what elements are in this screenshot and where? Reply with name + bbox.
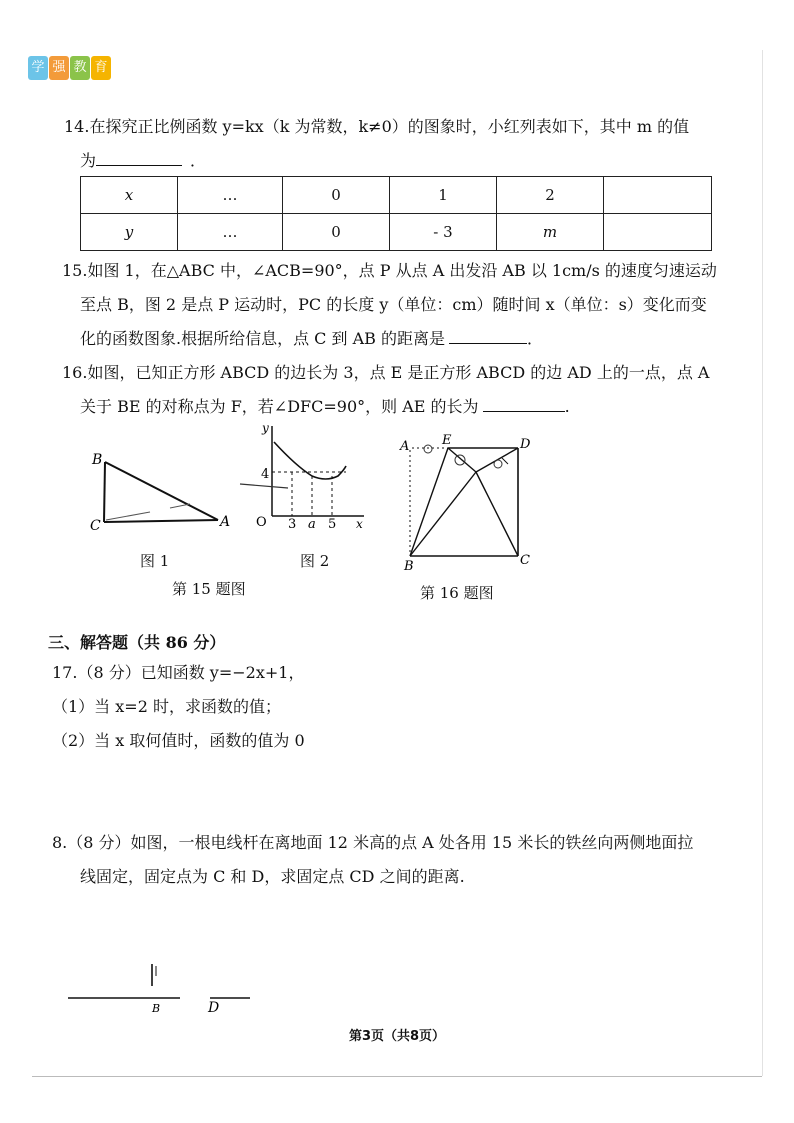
fig2-label-x: x — [356, 517, 363, 531]
q14-answer-blank — [96, 147, 182, 166]
fig16-segment-be — [410, 448, 448, 556]
fig16-label-d: D — [520, 437, 531, 452]
q17-title: 17.（8 分）已知函数 y=−2x+1， — [52, 663, 305, 682]
fig16-segment-ef — [448, 448, 476, 472]
q16-line2 — [80, 390, 570, 424]
fig2-label-5: 5 — [328, 517, 337, 532]
q14-table — [80, 176, 712, 251]
fig1-pencil-mark — [170, 504, 190, 508]
fig2-pencil-mark — [240, 484, 288, 488]
fig2-curve — [274, 442, 346, 479]
q18-line2: 线固定，固定点为 C 和 D，求固定点 CD 之间的距离. — [80, 867, 465, 886]
q15-line3-prefix: 化的函数图象.根据所给信息，点 C 到 AB 的距离是 — [80, 329, 445, 348]
fig15-caption: 第 15 题图 — [172, 580, 246, 598]
q15-line3 — [80, 322, 543, 356]
q16-line1: 16.如图，已知正方形 ABCD 的边长为 3，点 E 是正方形 ABCD 的边 AD 上的一点，点 A — [62, 363, 710, 382]
table-cell: … — [178, 214, 283, 251]
q17-part1: （1）当 x=2 时，求函数的值； — [52, 697, 281, 716]
page-edge-line — [762, 50, 763, 1076]
table-cell: - 3 — [390, 214, 497, 251]
fig16-segment-fc — [476, 472, 518, 556]
page-number: 第3页（共8页） — [348, 1029, 446, 1044]
fig16-pencil-circle — [424, 445, 432, 453]
fig1-side-ca — [104, 520, 218, 522]
q15-line2: 至点 B，图 2 是点 P 运动时，PC 的长度 y（单位：cm）随时间 x（单位：s）变化而变 — [80, 295, 707, 314]
table-cell: … — [178, 177, 283, 214]
q14-line2 — [80, 144, 206, 178]
logo-char-2: 强 — [49, 56, 69, 80]
q14-line1: 14.在探究正比例函数 y=kx（k 为常数，k≠0）的图象时，小红列表如下，其中 m 的值 — [64, 117, 690, 136]
fig2-label-origin: O — [256, 515, 267, 530]
logo-char-4: 育 — [91, 56, 111, 80]
fig1-label-b: B — [92, 452, 103, 468]
table-row — [81, 214, 712, 251]
q16-line2-suffix: . — [564, 397, 570, 416]
table-cell: 2 — [497, 177, 604, 214]
fig16-caption: 第 16 题图 — [420, 584, 494, 602]
fig16-label-e: E — [442, 433, 452, 448]
fig2-caption: 图 2 — [300, 552, 330, 570]
fig1-label-c: C — [90, 518, 101, 534]
table-cell: y — [81, 214, 178, 251]
figure-16 — [398, 433, 548, 576]
table-cell: x — [81, 177, 178, 214]
logo-char-3: 教 — [70, 56, 90, 80]
logo-char-1: 学 — [28, 56, 48, 80]
fig2-label-3: 3 — [288, 517, 297, 532]
fig16-label-c: C — [520, 553, 530, 568]
fig2-label-y: y — [262, 421, 269, 435]
fig1-label-a: A — [220, 514, 231, 530]
q16-line2-prefix: 关于 BE 的对称点为 F，若∠DFC=90°，则 AE 的长为 — [80, 397, 479, 416]
table-cell: 0 — [283, 177, 390, 214]
section-3-heading: 三、解答题（共 86 分） — [48, 633, 226, 652]
fig16-right-angle-mark — [502, 458, 508, 464]
q15-answer-blank — [449, 325, 527, 344]
fig1-pencil-mark — [106, 512, 150, 520]
fig18-label-d: D — [208, 1000, 220, 1016]
figure-1 — [90, 450, 240, 540]
q15-line3-suffix: ． — [527, 329, 544, 348]
fig18-label-b: B — [152, 1002, 161, 1015]
fig16-label-a: A — [400, 439, 410, 454]
fig16-pencil-circle — [455, 455, 465, 465]
q16-answer-blank — [483, 393, 565, 412]
figure-18 — [66, 960, 266, 1020]
table-cell: 1 — [390, 177, 497, 214]
q14-line2-prefix: 为 — [80, 151, 97, 170]
q17-part2: （2）当 x 取何值时，函数的值为 0 — [52, 731, 305, 750]
figure-2 — [252, 421, 372, 534]
table-cell: m — [497, 214, 604, 251]
q18-line1: 8.（8 分）如图，一根电线杆在离地面 12 米高的点 A 处各用 15 米长的铁丝向两侧地面拉 — [52, 833, 694, 852]
fig2-label-4: 4 — [261, 467, 270, 482]
fig1-side-ab — [105, 462, 218, 520]
table-row — [81, 177, 712, 214]
fig16-label-b: B — [404, 559, 414, 574]
table-cell: 0 — [283, 214, 390, 251]
fig1-side-bc — [104, 462, 105, 522]
q15-line1: 15.如图 1，在△ABC 中，∠ACB=90°，点 P 从点 A 出发沿 AB 以 1cm/s 的速度匀速运动 — [62, 261, 717, 280]
table-cell — [604, 214, 712, 251]
brand-logo — [28, 56, 112, 80]
fig16-segment-bf — [410, 472, 476, 556]
q14-line2-suffix: ． — [190, 151, 207, 170]
fig1-caption: 图 1 — [140, 552, 170, 570]
fig2-label-a: a — [308, 517, 316, 532]
table-cell — [604, 177, 712, 214]
page-bottom-rule — [32, 1076, 762, 1077]
fig16-pencil-circle — [494, 460, 502, 468]
